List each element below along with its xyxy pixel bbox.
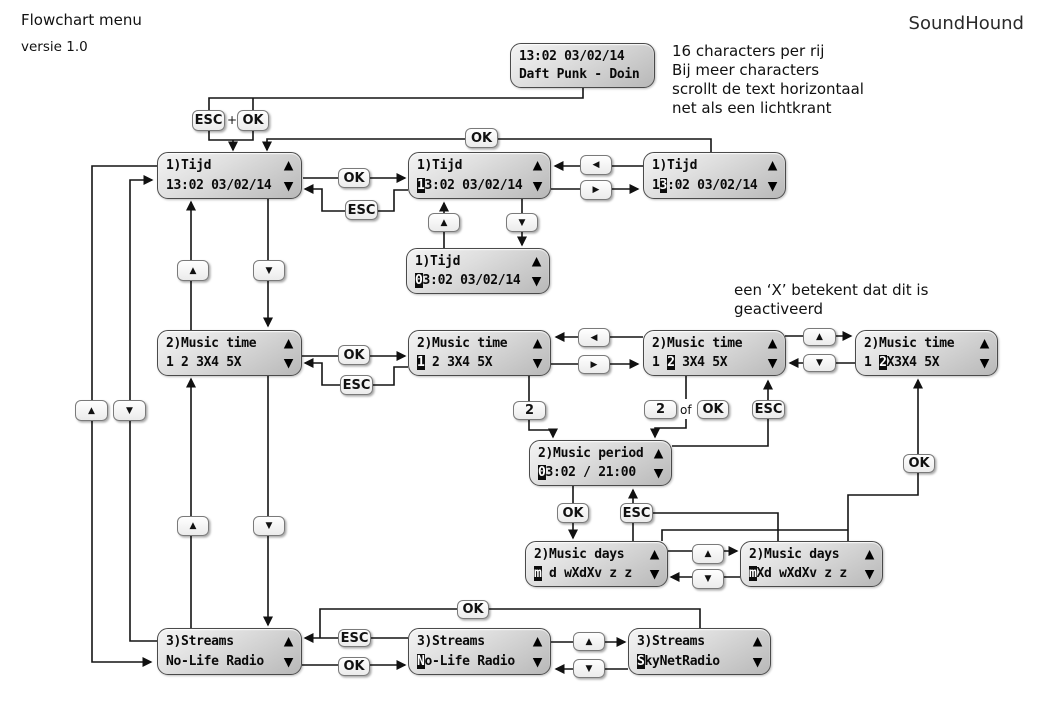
- lcd-streams-edit-1: [408, 628, 551, 675]
- note-activation-line: geactiveerd: [734, 300, 823, 318]
- up-triangle-icon: ▲: [532, 335, 543, 350]
- lcd-line-2: 1 2X3X4 5X: [864, 355, 940, 370]
- down-triangle-icon: ▼: [283, 354, 294, 370]
- esc-button-tijd[interactable]: ESC: [345, 200, 378, 220]
- value-down-button-tijd[interactable]: ▼: [506, 213, 538, 232]
- lcd-tijd-edit-1: [408, 152, 551, 199]
- lcd-line-2: Daft Punk - Doin: [519, 67, 640, 82]
- lcd-line-2: No-Life Radio: [166, 654, 264, 669]
- cursor-left-button-tijd[interactable]: ◀: [580, 155, 612, 175]
- menu-down-button-1[interactable]: ▼: [253, 260, 285, 281]
- down-triangle-icon: ▼: [532, 354, 543, 370]
- cursor-left-button-music[interactable]: ◀: [578, 328, 610, 347]
- lcd-streams-main: [157, 628, 302, 675]
- lcd-tijd-edit-2: [643, 152, 786, 199]
- lcd-line-1: 3)Streams: [166, 634, 234, 649]
- lcd-line-2: 03:02 / 21:00: [538, 465, 636, 480]
- value-down-button-streams[interactable]: ▼: [573, 659, 605, 678]
- ok-button-tijd-return[interactable]: OK: [465, 128, 498, 148]
- menu-up-button-1[interactable]: ▲: [177, 260, 209, 281]
- ok-button-music-enter[interactable]: OK: [338, 345, 370, 365]
- scroll-arrows: [281, 336, 296, 370]
- two-button-period[interactable]: 2: [513, 401, 546, 420]
- up-triangle-icon: ▲: [532, 633, 543, 648]
- brand-logo: SoundHound: [908, 13, 1024, 34]
- ok-button-streams-return[interactable]: OK: [457, 600, 489, 619]
- page-title: Flowchart menu: [21, 11, 142, 29]
- lcd-line-2: mXd wXdXv z z: [749, 566, 847, 581]
- scroll-arrows: [281, 158, 296, 193]
- scroll-arrows: [977, 336, 992, 370]
- scroll-arrows: [750, 634, 765, 669]
- note-scroll-line: Bij meer characters: [672, 61, 820, 79]
- up-triangle-icon: ▲: [283, 157, 294, 172]
- lcd-line-2: m d wXdXv z z: [534, 566, 632, 581]
- note-scroll: [672, 42, 864, 118]
- lcd-music-time-main: [157, 330, 302, 376]
- scroll-arrows: [530, 336, 545, 370]
- esc-button-streams[interactable]: ESC: [338, 629, 371, 647]
- down-triangle-icon: ▼: [283, 653, 294, 669]
- lcd-line-1: 1)Tijd: [415, 254, 461, 269]
- note-scroll-line: scrollt de text horizontaal: [672, 80, 864, 98]
- two-button-period-alt[interactable]: 2: [644, 400, 677, 419]
- lcd-line-1: 3)Streams: [417, 634, 485, 649]
- lcd-line-2: 13:02 03/02/14: [652, 178, 758, 193]
- lcd-line-1: 1)Tijd: [417, 158, 463, 173]
- value-down-button-days[interactable]: ▼: [692, 569, 724, 589]
- lcd-music-days-2: [740, 541, 883, 587]
- version-label: versie 1.0: [21, 39, 88, 55]
- ok-button-days-confirm[interactable]: OK: [903, 454, 935, 473]
- down-triangle-icon: ▼: [979, 354, 990, 370]
- value-up-button-music[interactable]: ▲: [803, 328, 836, 346]
- menu-wrap-down-button[interactable]: ▼: [113, 400, 146, 421]
- lcd-line-1: 1)Tijd: [652, 158, 698, 173]
- scroll-arrows: [281, 634, 296, 669]
- note-scroll-line: 16 characters per rij: [672, 42, 825, 60]
- lcd-line-1: 2)Music time: [652, 336, 743, 351]
- scroll-arrows: [530, 634, 545, 669]
- lcd-tijd-edit-3: [406, 248, 550, 294]
- up-triangle-icon: ▲: [767, 335, 778, 350]
- scroll-arrows: [765, 336, 780, 370]
- up-triangle-icon: ▲: [864, 546, 875, 561]
- note-scroll-line: net als een lichtkrant: [672, 99, 832, 117]
- lcd-line-1: 1)Tijd: [166, 158, 212, 173]
- menu-down-button-2[interactable]: ▼: [253, 516, 285, 536]
- up-triangle-icon: ▲: [979, 335, 990, 350]
- ok-button-combo[interactable]: OK: [237, 110, 269, 131]
- of-label: of: [680, 403, 692, 417]
- lcd-music-time-edit-3: [855, 330, 998, 376]
- down-triangle-icon: ▼: [532, 177, 543, 193]
- scroll-arrows: [651, 446, 666, 480]
- down-triangle-icon: ▼: [767, 354, 778, 370]
- up-triangle-icon: ▲: [531, 253, 542, 268]
- lcd-line-1: 3)Streams: [637, 634, 705, 649]
- ok-button-days-enter[interactable]: OK: [557, 503, 589, 523]
- lcd-music-time-edit-1: [408, 330, 551, 376]
- esc-button-music[interactable]: ESC: [340, 375, 373, 395]
- value-up-button-days[interactable]: ▲: [692, 544, 724, 564]
- down-triangle-icon: ▼: [864, 565, 875, 581]
- lcd-streams-edit-2: [628, 628, 771, 675]
- cursor-right-button-music[interactable]: ▶: [578, 355, 610, 374]
- down-triangle-icon: ▼: [653, 464, 664, 480]
- lcd-line-1: 2)Music time: [864, 336, 955, 351]
- lcd-line-2: SkyNetRadio: [637, 654, 720, 669]
- value-up-button-tijd[interactable]: ▲: [428, 213, 460, 232]
- menu-up-button-2[interactable]: ▲: [177, 516, 209, 536]
- esc-button-days[interactable]: ESC: [620, 503, 653, 523]
- lcd-music-time-edit-2: [643, 330, 786, 376]
- down-triangle-icon: ▼: [649, 565, 660, 581]
- esc-button-period[interactable]: ESC: [752, 400, 785, 419]
- lcd-line-2: 1 2 3X4 5X: [417, 355, 493, 370]
- lcd-music-days-1: [525, 541, 668, 587]
- lcd-line-2: 1 2 3X4 5X: [166, 355, 242, 370]
- ok-button-streams-enter[interactable]: OK: [338, 657, 370, 676]
- down-triangle-icon: ▼: [752, 653, 763, 669]
- down-triangle-icon: ▼: [767, 177, 778, 193]
- lcd-tijd-main: [157, 152, 302, 199]
- menu-wrap-up-button[interactable]: ▲: [75, 400, 108, 421]
- scroll-arrows: [530, 158, 545, 193]
- lcd-line-2: 13:02 03/02/14: [417, 178, 523, 193]
- lcd-line-1: 2)Music time: [417, 336, 508, 351]
- note-activation: [734, 281, 928, 319]
- up-triangle-icon: ▲: [283, 633, 294, 648]
- lcd-line-1: 2)Music days: [534, 547, 625, 562]
- down-triangle-icon: ▼: [283, 177, 294, 193]
- cursor-right-button-tijd[interactable]: ▶: [580, 180, 612, 200]
- down-triangle-icon: ▼: [531, 272, 542, 288]
- down-triangle-icon: ▼: [532, 653, 543, 669]
- lcd-line-1: 2)Music period: [538, 446, 644, 461]
- up-triangle-icon: ▲: [532, 157, 543, 172]
- lcd-line-1: 13:02 03/02/14: [519, 49, 625, 64]
- scroll-arrows: [765, 158, 780, 193]
- lcd-line-2: 13:02 03/02/14: [166, 178, 272, 193]
- ok-button-period-alt[interactable]: OK: [697, 400, 729, 419]
- up-triangle-icon: ▲: [767, 157, 778, 172]
- up-triangle-icon: ▲: [649, 546, 660, 561]
- up-triangle-icon: ▲: [752, 633, 763, 648]
- scroll-arrows: [647, 547, 662, 581]
- lcd-line-1: 2)Music time: [166, 336, 257, 351]
- scroll-arrows: [529, 254, 544, 288]
- value-down-button-music[interactable]: ▼: [803, 354, 836, 372]
- plus-label: +: [227, 113, 238, 127]
- note-activation-line: een ‘X’ betekent dat dit is: [734, 281, 929, 299]
- up-triangle-icon: ▲: [283, 335, 294, 350]
- lcd-line-2: No-Life Radio: [417, 654, 515, 669]
- lcd-line-2: 1 2 3X4 5X: [652, 355, 728, 370]
- esc-button-combo[interactable]: ESC: [192, 110, 225, 131]
- scroll-arrows: [862, 547, 877, 581]
- lcd-now-playing: [510, 43, 655, 88]
- lcd-music-period: [529, 440, 672, 486]
- ok-button-tijd-enter[interactable]: OK: [338, 168, 370, 188]
- lcd-line-1: 2)Music days: [749, 547, 840, 562]
- lcd-line-2: 03:02 03/02/14: [415, 273, 521, 288]
- up-triangle-icon: ▲: [653, 445, 664, 460]
- value-up-button-streams[interactable]: ▲: [573, 632, 605, 651]
